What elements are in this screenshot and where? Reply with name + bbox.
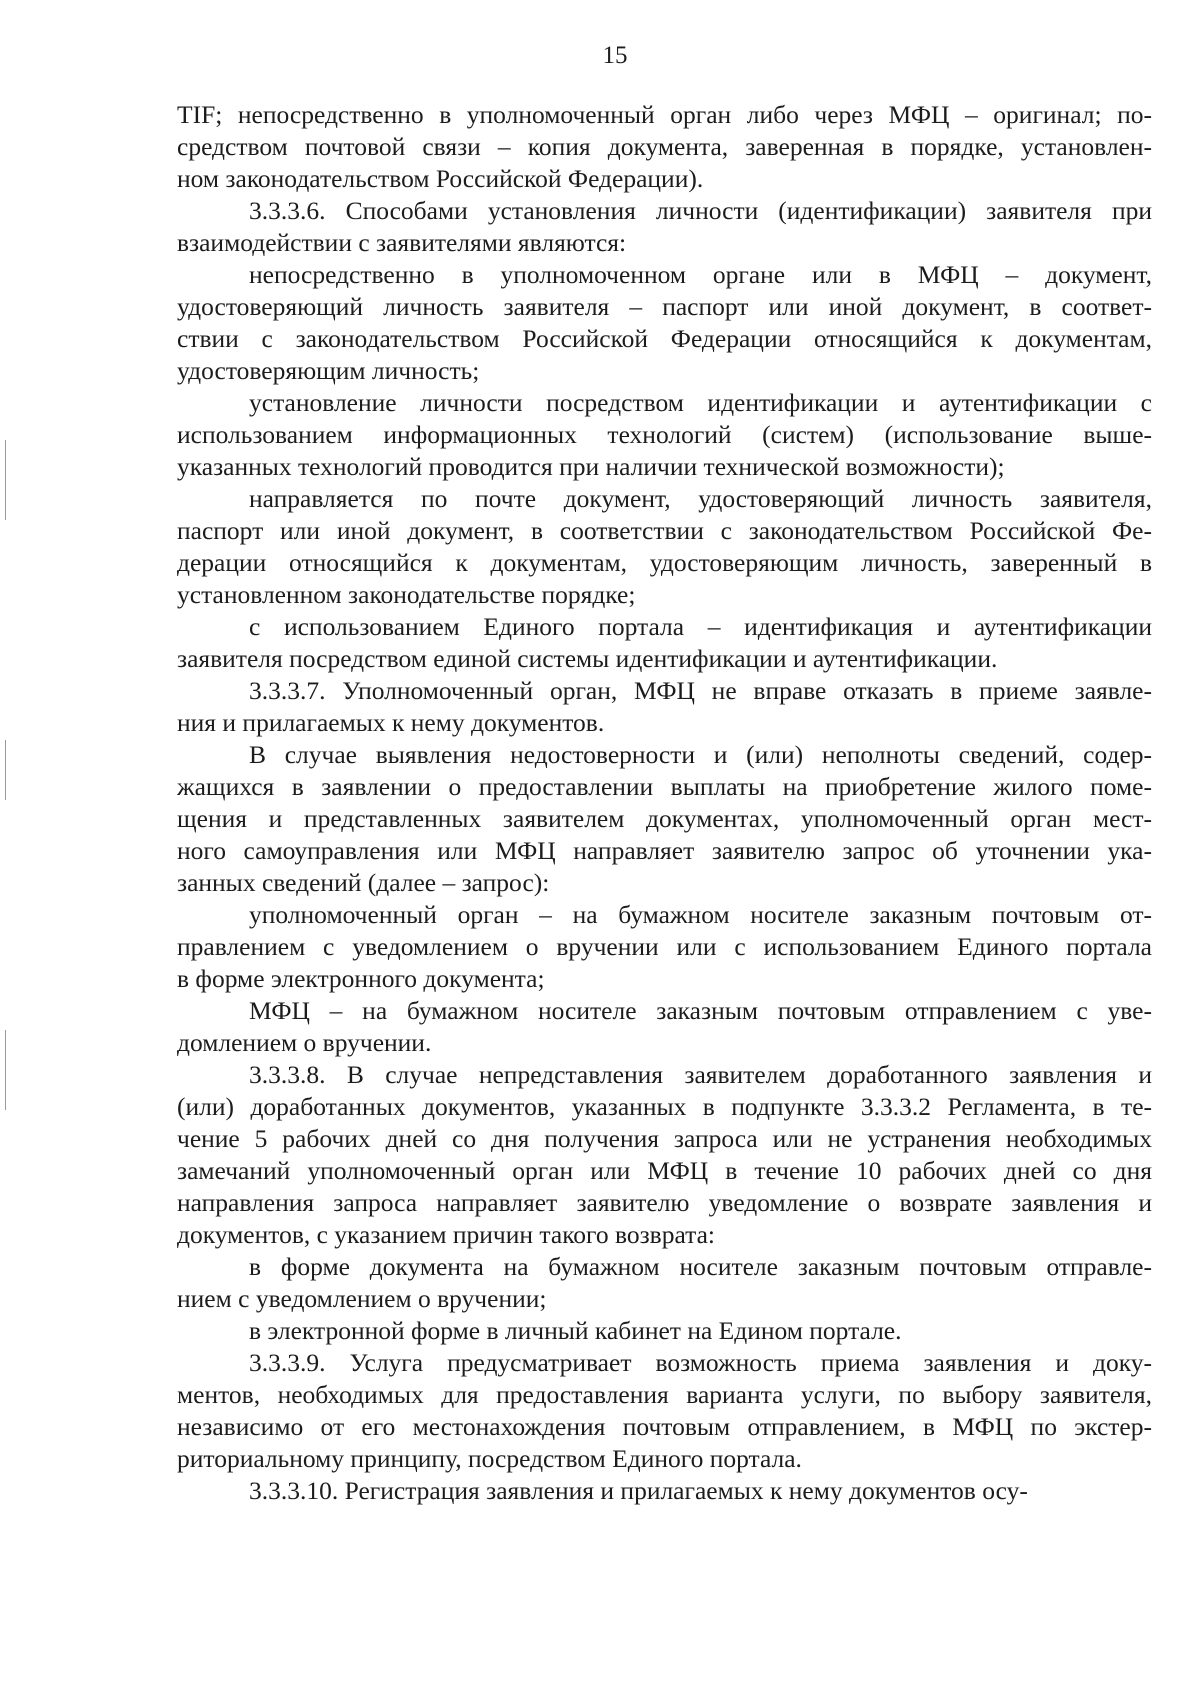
text-line: риториальному принципу, посредством Единого портала. bbox=[177, 1444, 802, 1473]
page-number: 15 bbox=[602, 42, 628, 69]
text-line: ментов, необходимых для предоставления варианта услуги, по выбору заявителя, bbox=[177, 1380, 1152, 1409]
text-line: 3.3.3.10. Регистрация заявления и прилагаемых к нему документов осу- bbox=[249, 1476, 1028, 1505]
paragraph-item-3-3-3-8 bbox=[177, 1059, 1152, 1251]
text-line: щения и представленных заявителем документах, уполномоченный орган мест- bbox=[177, 804, 1152, 833]
text-line: установление личности посредством идентификации и аутентификации с bbox=[249, 388, 1152, 417]
text-line: заявителя посредством единой системы идентификации и аутентификации. bbox=[177, 644, 998, 673]
paragraph-inaccuracy bbox=[177, 739, 1152, 899]
paragraph-in-person bbox=[177, 259, 1152, 387]
paragraph-item-3-3-3-9 bbox=[177, 1347, 1152, 1475]
text-line: паспорт или иной документ, в соответствии с законодательством Российской Фе- bbox=[177, 516, 1152, 545]
text-line: использованием информационных технологий (систем) (использование выше- bbox=[177, 420, 1152, 449]
text-line: правлением с уведомлением о вручении или с использованием Единого портала bbox=[177, 932, 1152, 961]
paragraph-item-3-3-3-7 bbox=[177, 675, 1152, 739]
text-line: указанных технологий проводится при наличии технической возможности); bbox=[177, 452, 1005, 481]
text-line: 3.3.3.7. Уполномоченный орган, МФЦ не вправе отказать в приеме заявле- bbox=[249, 676, 1152, 705]
text-line: В случае выявления недостоверности и (или) неполноты сведений, содер- bbox=[249, 740, 1152, 769]
text-line: установленном законодательстве порядке; bbox=[177, 580, 636, 609]
paragraph-mfc bbox=[177, 995, 1152, 1059]
text-line: с использованием Единого портала – идентификация и аутентификации bbox=[249, 612, 1152, 641]
paragraph-electronic-form bbox=[177, 1315, 1152, 1347]
text-line: TIF; непосредственно в уполномоченный орган либо через МФЦ – оригинал; по- bbox=[177, 100, 1152, 129]
text-line: 3.3.3.9. Услуга предусматривает возможность приема заявления и доку- bbox=[249, 1348, 1152, 1377]
scan-edge-mark bbox=[5, 1030, 6, 1110]
text-line: уполномоченный орган – на бумажном носителе заказным почтовым от- bbox=[249, 900, 1152, 929]
paragraph-continuation bbox=[177, 99, 1152, 195]
text-line: домлением о вручении. bbox=[177, 1028, 432, 1057]
text-line: ния и прилагаемых к нему документов. bbox=[177, 708, 605, 737]
text-line: независимо от его местонахождения почтовым отправлением, в МФЦ по экстер- bbox=[177, 1412, 1152, 1441]
text-line: замечаний уполномоченный орган или МФЦ в течение 10 рабочих дней со дня bbox=[177, 1156, 1152, 1185]
text-line: в форме электронного документа; bbox=[177, 964, 545, 993]
text-line: средством почтовой связи – копия документа, заверенная в порядке, установлен- bbox=[177, 132, 1152, 161]
text-line: чение 5 рабочих дней со дня получения запроса или не устранения необходимых bbox=[177, 1124, 1152, 1153]
text-line: ствии с законодательством Российской Федерации относящийся к документам, bbox=[177, 324, 1152, 353]
text-line: документов, с указанием причин такого возврата: bbox=[177, 1220, 715, 1249]
text-line: в электронной форме в личный кабинет на Едином портале. bbox=[249, 1316, 902, 1345]
text-line: направляется по почте документ, удостоверяющий личность заявителя, bbox=[249, 484, 1152, 513]
text-line: 3.3.3.6. Способами установления личности (идентификации) заявителя при bbox=[249, 196, 1152, 225]
text-line: дерации относящийся к документам, удостоверяющим личность, заверенный в bbox=[177, 548, 1152, 577]
document-body bbox=[177, 99, 1152, 1507]
text-line: нием с уведомлением о вручении; bbox=[177, 1284, 547, 1313]
paragraph-single-portal bbox=[177, 611, 1152, 675]
text-line: непосредственно в уполномоченном органе или в МФЦ – документ, bbox=[249, 260, 1152, 289]
paragraph-item-3-3-3-10 bbox=[177, 1475, 1152, 1507]
paragraph-authorized-body bbox=[177, 899, 1152, 995]
text-line: МФЦ – на бумажном носителе заказным почтовым отправлением с уве- bbox=[249, 996, 1152, 1025]
text-line: удостоверяющим личность; bbox=[177, 356, 480, 385]
text-line: удостоверяющий личность заявителя – паспорт или иной документ, в соответ- bbox=[177, 292, 1152, 321]
scan-edge-mark bbox=[5, 740, 6, 800]
paragraph-by-post bbox=[177, 483, 1152, 611]
paragraph-item-3-3-3-6 bbox=[177, 195, 1152, 259]
text-line: (или) доработанных документов, указанных в подпункте 3.3.3.2 Регламента, в те- bbox=[177, 1092, 1152, 1121]
text-line: направления запроса направляет заявителю уведомление о возврате заявления и bbox=[177, 1188, 1152, 1217]
text-line: ного самоуправления или МФЦ направляет заявителю запрос об уточнении ука- bbox=[177, 836, 1152, 865]
text-line: жащихся в заявлении о предоставлении выплаты на приобретение жилого поме- bbox=[177, 772, 1152, 801]
scan-edge-mark bbox=[5, 440, 6, 520]
paragraph-paper-form bbox=[177, 1251, 1152, 1315]
paragraph-it-authentication bbox=[177, 387, 1152, 483]
text-line: 3.3.3.8. В случае непредставления заявителем доработанного заявления и bbox=[249, 1060, 1152, 1089]
text-line: ном законодательством Российской Федерации). bbox=[177, 164, 704, 193]
text-line: занных сведений (далее – запрос): bbox=[177, 868, 550, 897]
text-line: в форме документа на бумажном носителе заказным почтовым отправле- bbox=[249, 1252, 1152, 1281]
text-line: взаимодействии с заявителями являются: bbox=[177, 228, 627, 257]
